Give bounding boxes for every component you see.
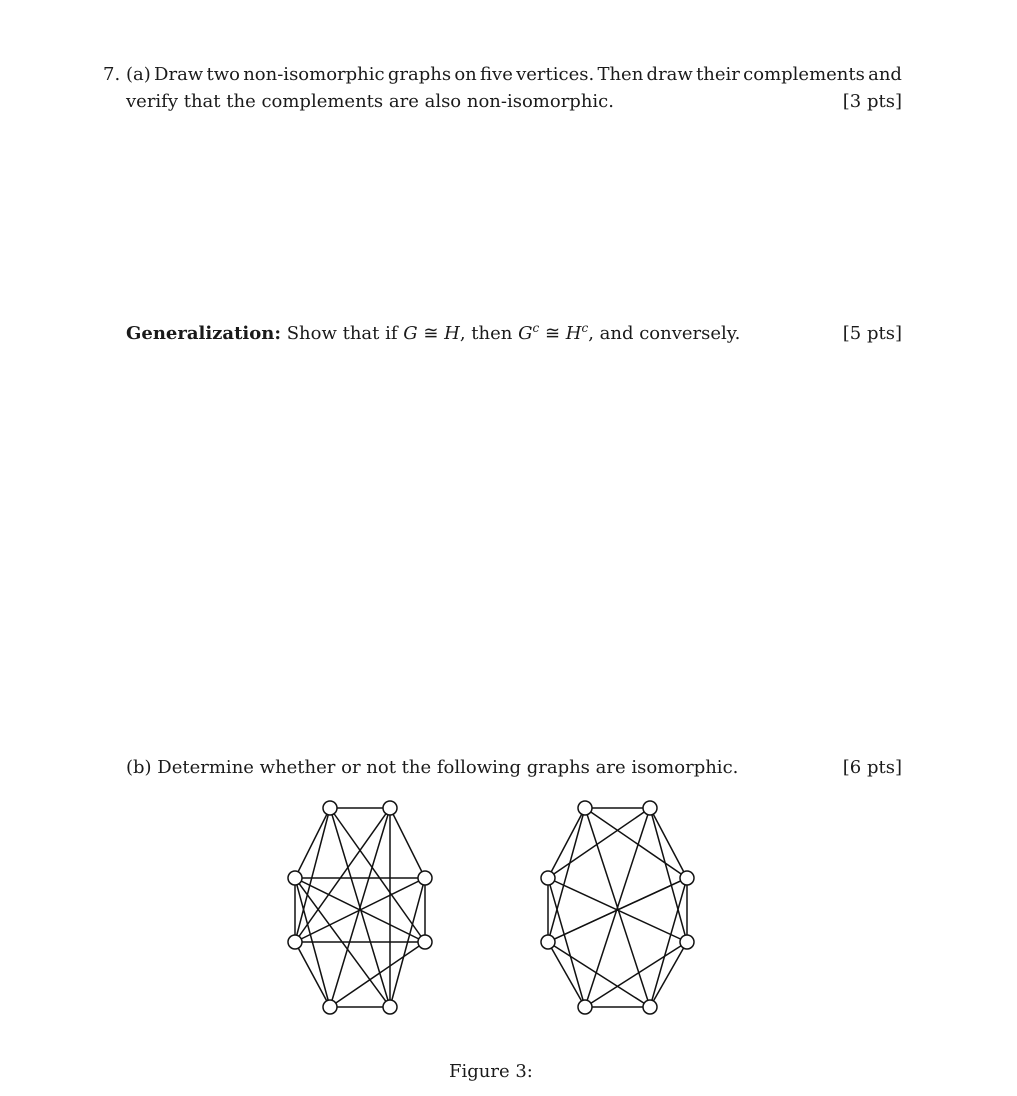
part-a-line-2: verify that the complements are also non-isomorphic. [126,91,614,112]
generalization-points: [5 pts] [842,323,902,344]
math-Hc-base: H [565,323,582,344]
graph-edge [548,808,585,878]
part-a-word: two [206,64,240,85]
graph-edge [330,808,425,942]
generalization-label: Generalization: [126,323,281,344]
math-Gc-sup: c [532,321,540,335]
graph-vertex [323,801,337,815]
graph-vertex [323,1000,337,1014]
graph-vertex [680,871,694,885]
math-Hc-sup: c [581,321,589,335]
graph-vertex [418,935,432,949]
graph-vertex [418,871,432,885]
part-a-word: on [454,64,477,85]
math-Gc-base: G [518,323,533,344]
right-graph [541,801,694,1014]
graph-edge [650,808,687,878]
left-graph [288,801,432,1014]
part-a-word: complements [743,64,865,85]
graph-edge [650,942,687,1007]
cong-symbol-2: ≅ [539,323,566,344]
part-a-word: non-isomorphic [243,64,385,85]
graph-edge [390,808,425,878]
part-b-points: [6 pts] [842,757,902,778]
part-a-word: five [480,64,513,85]
graph-edge [295,942,330,1007]
math-G: G [403,323,418,344]
graph-edge [295,808,390,942]
part-a-word: and [868,64,902,85]
graph-vertex [288,935,302,949]
graph-edge [295,808,330,878]
part-a-word: (a) [126,64,151,85]
graph-vertex [680,935,694,949]
generalization-text-before: Show that if [280,323,404,344]
graph-vertex [541,935,555,949]
math-Gc [518,323,539,344]
graph-edge [330,942,425,1007]
graph-vertex [578,801,592,815]
part-b-text: (b) Determine whether or not the following graphs are isomorphic. [126,757,739,778]
question-number: 7. [103,64,121,85]
graph-vertex [541,871,555,885]
graph-vertex [578,1000,592,1014]
figure-caption: Figure 3: [449,1061,533,1082]
part-a-points: [3 pts] [842,91,902,112]
part-a-word: vertices. [516,64,595,85]
part-a-word: Then [597,64,644,85]
graph-figure [270,790,720,1020]
graph-vertex [643,801,657,815]
part-a-word: draw [646,64,693,85]
graph-vertex [383,801,397,815]
part-a-word: Draw [154,64,204,85]
generalization-text-then: , then [459,323,519,344]
generalization-text-after: , and conversely. [588,323,741,344]
generalization-line [126,323,740,345]
part-a-word: graphs [387,64,452,85]
graph-vertex [643,1000,657,1014]
graph-vertex [288,871,302,885]
part-a-word: their [696,64,740,85]
part-a-line-1 [126,64,902,86]
math-Hc [566,323,588,344]
cong-symbol-1: ≅ [417,323,445,344]
graph-edge [548,942,585,1007]
graph-vertex [383,1000,397,1014]
math-H: H [444,323,460,344]
